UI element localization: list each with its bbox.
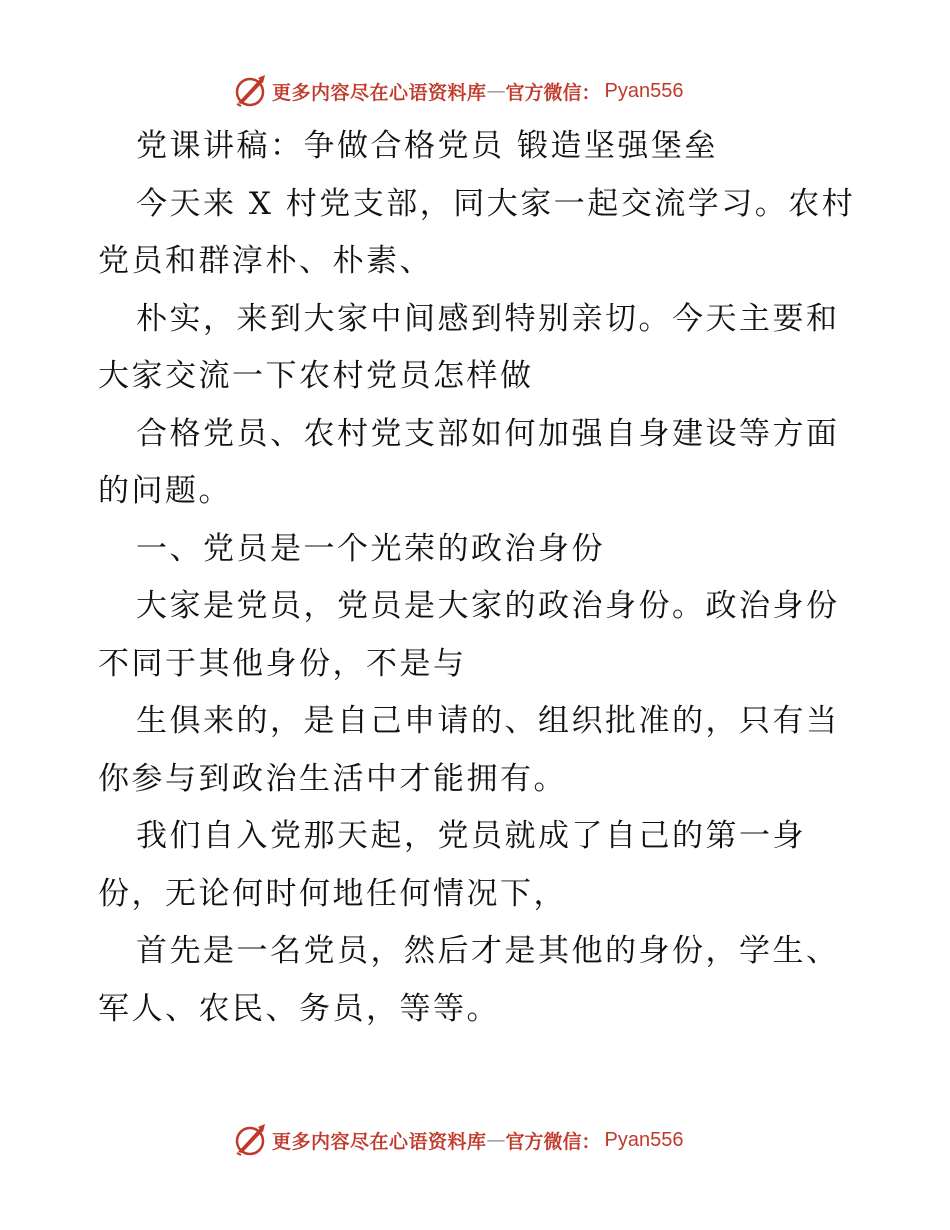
paragraph: 生俱来的，是自己申请的、组织批准的，只有当你参与到政治生活中才能拥有。 (98, 703, 840, 797)
watermark-dash: — (486, 1129, 506, 1151)
paragraph: 我们自入党那天起，党员就成了自己的第一身份，无论何时何地任何情况下， (98, 818, 806, 912)
footer-watermark (232, 1122, 684, 1158)
watermark-dash: — (486, 80, 506, 102)
watermark-wechat-id: Pyan556 (604, 1128, 684, 1151)
paragraph: 大家是党员，党员是大家的政治身份。政治身份不同于其他身份，不是与 (98, 588, 840, 682)
header-watermark (232, 73, 684, 109)
watermark-wechat-label: 官方微信： (505, 1130, 601, 1153)
paragraph: 合格党员、农村党支部如何加强自身建设等方面的问题。 (98, 415, 840, 509)
quill-pen-icon (232, 1122, 268, 1158)
document-body (98, 118, 858, 1038)
paragraph: 朴实，来到大家中间感到特别亲切。今天主要和大家交流一下农村党员怎样做 (98, 300, 840, 394)
section-heading: 一、党员是一个光荣的政治身份 (136, 530, 605, 567)
watermark-wechat-label: 官方微信： (505, 81, 601, 104)
paragraph: 首先是一名党员，然后才是其他的身份，学生、军人、农民、务员，等等。 (98, 933, 840, 1027)
document-title: 党课讲稿：争做合格党员 锻造坚强堡垒 (136, 128, 718, 164)
watermark-site-text: 更多内容尽在心语资料库 (272, 1130, 487, 1153)
quill-pen-icon (232, 73, 268, 109)
watermark-wechat-id: Pyan556 (604, 79, 684, 102)
paragraph: 今天来 X 村党支部，同大家一起交流学习。农村党员和群淳朴、朴素、 (98, 185, 856, 279)
watermark-site-text: 更多内容尽在心语资料库 (272, 81, 487, 104)
